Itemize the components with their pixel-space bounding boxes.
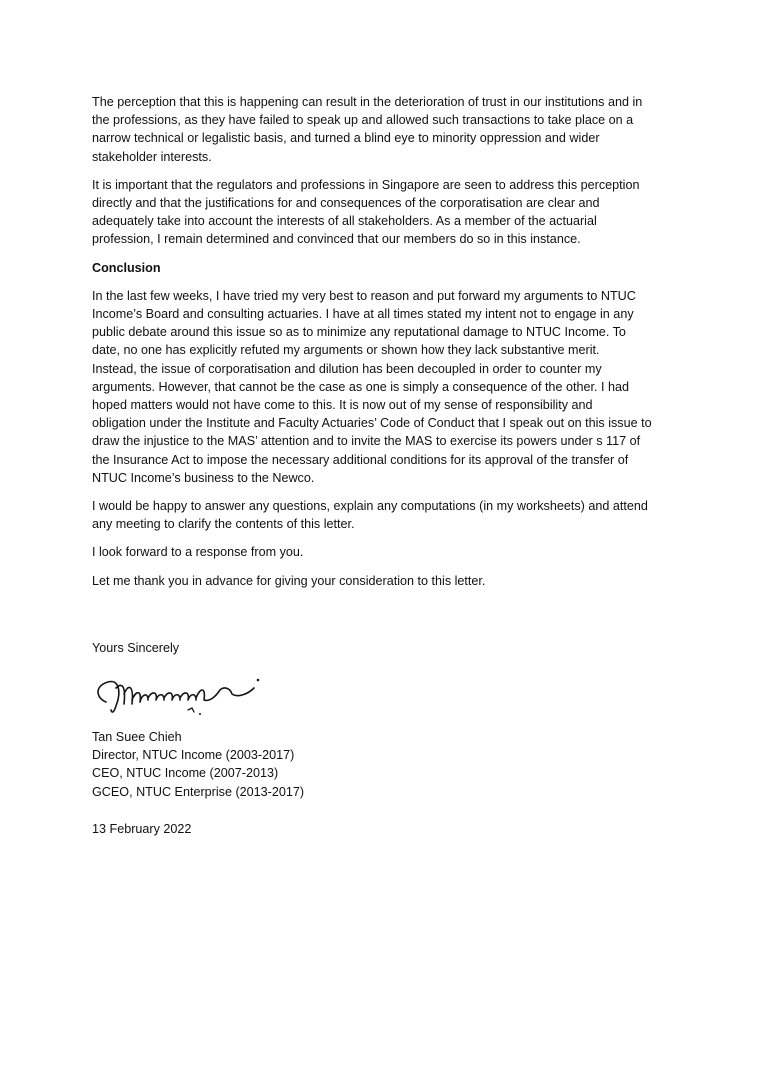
text-line: I would be happy to answer any questions, explain any computations (in my worksheets) and attend <box>92 499 648 514</box>
signatory-name: Tan Suee Chieh <box>92 730 182 744</box>
text-line: hoped matters would not have come to this. It is now out of my sense of responsibility and <box>92 398 593 413</box>
paragraph-regulators <box>92 176 682 249</box>
text-line: Instead, the issue of corporatisation and dilution has been decoupled in order to counter my <box>92 361 602 376</box>
handwritten-signature <box>92 672 267 720</box>
text-line: NTUC Income’s business to the Newco. <box>92 470 315 485</box>
letter-date: 13 February 2022 <box>92 822 192 836</box>
text-line: Let me thank you in advance for giving your consideration to this letter. <box>92 573 486 588</box>
signatory-title: GCEO, NTUC Enterprise (2013-2017) <box>92 784 305 799</box>
paragraph-conclusion-main <box>92 287 682 487</box>
paragraph-response <box>92 543 682 561</box>
text-line: profession, I remain determined and convinced that our members do so in this instance. <box>92 232 581 247</box>
signatory-title: Director, NTUC Income (2003-2017) <box>92 748 295 763</box>
text-line: It is important that the regulators and professions in Singapore are seen to address this perception <box>92 177 640 192</box>
text-line: narrow technical or legalistic basis, and turned a blind eye to minority oppression and wider <box>92 131 600 146</box>
text-line: the professions, as they have failed to speak up and allowed such transactions to take place on a <box>92 113 634 128</box>
text-line: In the last few weeks, I have tried my very best to reason and put forward my arguments to NTUC <box>92 288 636 303</box>
text-line: The perception that this is happening can result in the deterioration of trust in our institutions and in <box>92 95 643 109</box>
text-line: draw the injustice to the MAS’ attention and to invite the MAS to exercise its powers under s 117 of <box>92 434 641 449</box>
text-line: Income’s Board and consulting actuaries. I have at all times stated my intent not to engage in any <box>92 307 634 322</box>
text-line: adequately take into account the interests of all stakeholders. As a member of the actuarial <box>92 214 597 229</box>
text-line: public debate around this issue so as to minimize any reputational damage to NTUC Income. To <box>92 325 626 340</box>
letter-body <box>92 93 682 600</box>
signature-block <box>92 728 304 801</box>
text-line: stakeholder interests. <box>92 149 212 164</box>
conclusion-heading: Conclusion <box>92 260 161 275</box>
paragraph-questions <box>92 497 682 533</box>
text-line: date, no one has explicitly refuted my arguments or shown how they lack substantive merit. <box>92 343 600 358</box>
text-line: directly and that the justifications for and consequences of the corporatisation are clear and <box>92 196 600 211</box>
text-line: I look forward to a response from you. <box>92 545 304 560</box>
paragraph-perception <box>92 93 682 166</box>
closing-salutation: Yours Sincerely <box>92 641 180 655</box>
text-line: arguments. However, that cannot be the case as one is simply a consequence of the other. I had <box>92 379 629 394</box>
text-line: any meeting to clarify the contents of this letter. <box>92 517 355 532</box>
text-line: obligation under the Institute and Faculty Actuaries’ Code of Conduct that I speak out on this issue to <box>92 416 652 431</box>
text-line: the Insurance Act to impose the necessary additional conditions for its approval of the transfer of <box>92 452 629 467</box>
paragraph-thanks <box>92 572 682 590</box>
signatory-title: CEO, NTUC Income (2007-2013) <box>92 766 279 781</box>
